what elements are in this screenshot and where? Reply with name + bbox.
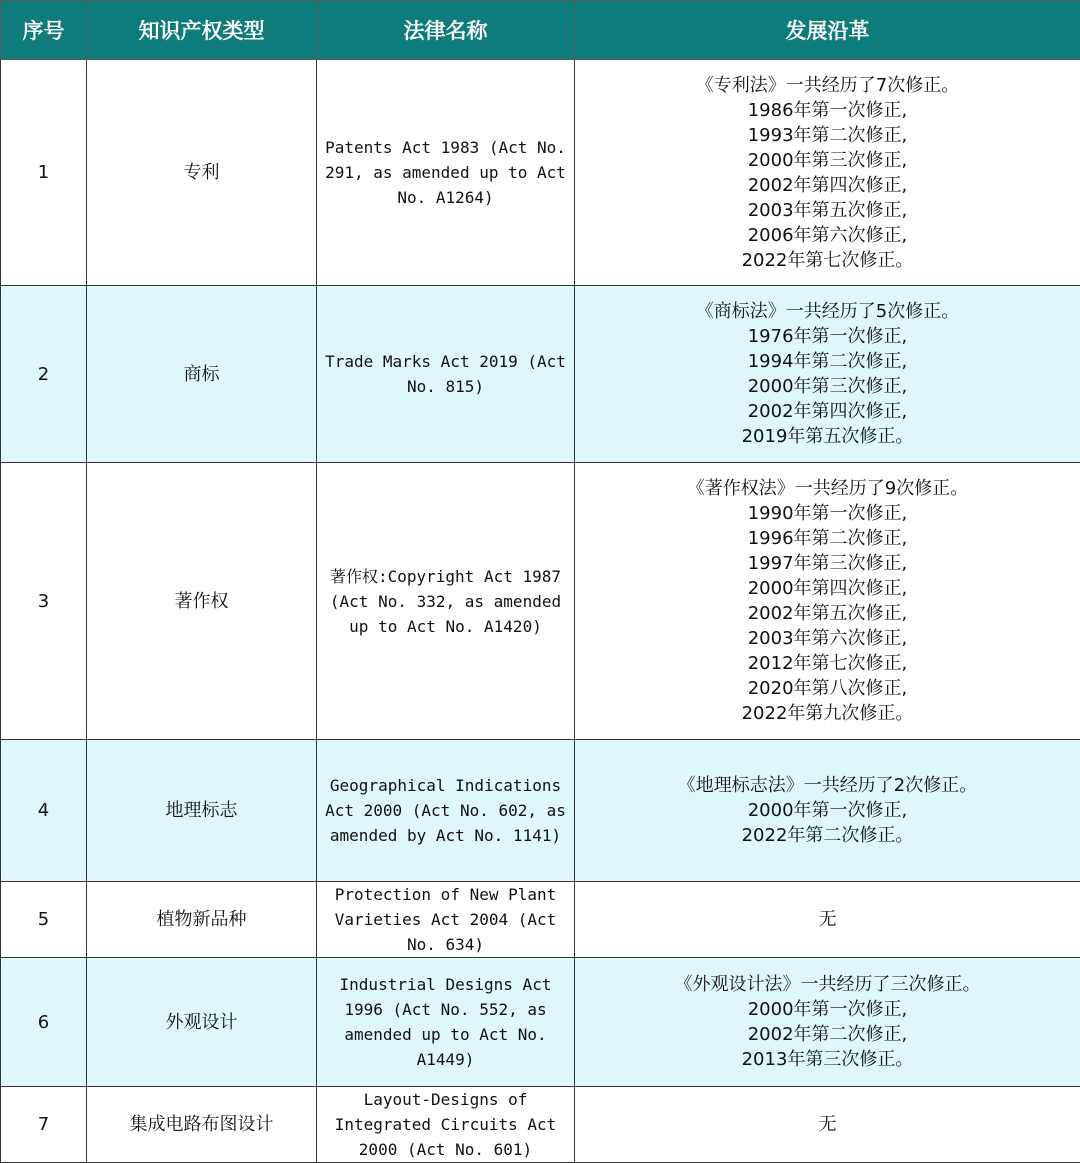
history-line: 1986年第一次修正, bbox=[747, 99, 908, 121]
history-line: 2006年第六次修正, bbox=[747, 224, 908, 246]
header-row bbox=[1, 1, 1080, 60]
table-row bbox=[1, 882, 1080, 958]
header-ip-type: 知识产权类型 bbox=[87, 1, 317, 60]
history-line: 2000年第三次修正, bbox=[747, 149, 908, 171]
history-line: 2002年第四次修正, bbox=[747, 174, 908, 196]
history-line: 2022年第九次修正。 bbox=[741, 703, 914, 724]
history-line: 2012年第七次修正, bbox=[747, 653, 908, 674]
law-name: 著作权:Copyright Act 1987 (Act No. 332, as amended up to Act No. A1420) bbox=[317, 463, 575, 740]
ip-type: 外观设计 bbox=[87, 958, 317, 1087]
ip-type: 地理标志 bbox=[87, 740, 317, 882]
law-name: Industrial Designs Act 1996 (Act No. 552, as amended up to Act No. A1449) bbox=[317, 958, 575, 1087]
history-line: 无 bbox=[818, 1114, 837, 1135]
history-line: 2000年第一次修正, bbox=[747, 999, 908, 1020]
history-line: 2000年第一次修正, bbox=[747, 800, 908, 821]
row-number: 6 bbox=[1, 958, 87, 1087]
history-line: 1990年第一次修正, bbox=[747, 503, 908, 524]
history-line: 1993年第二次修正, bbox=[747, 124, 908, 146]
history-line: 2019年第五次修正。 bbox=[741, 426, 914, 447]
history-line: 2002年第五次修正, bbox=[747, 603, 908, 624]
history-cell bbox=[575, 463, 1080, 740]
law-name: Protection of New Plant Varieties Act 2004 (Act No. 634) bbox=[317, 882, 575, 958]
ip-type: 专利 bbox=[87, 60, 317, 286]
header-no: 序号 bbox=[1, 1, 87, 60]
table-row bbox=[1, 1087, 1080, 1163]
law-name: Trade Marks Act 2019 (Act No. 815) bbox=[317, 286, 575, 463]
row-number: 7 bbox=[1, 1087, 87, 1163]
row-number: 4 bbox=[1, 740, 87, 882]
history-line: 2002年第二次修正, bbox=[747, 1024, 908, 1045]
history-cell bbox=[575, 740, 1080, 882]
history-line: 2013年第三次修正。 bbox=[741, 1049, 914, 1070]
history-line: 1997年第三次修正, bbox=[747, 553, 908, 574]
history-line: 《专利法》一共经历了7次修正。 bbox=[695, 74, 960, 96]
history-line: 2003年第五次修正, bbox=[747, 199, 908, 221]
history-line: 2022年第七次修正。 bbox=[741, 249, 914, 271]
row-number: 3 bbox=[1, 463, 87, 740]
history-cell bbox=[575, 882, 1080, 958]
history-line: 《商标法》一共经历了5次修正。 bbox=[695, 301, 960, 322]
table-row bbox=[1, 463, 1080, 740]
history-cell bbox=[575, 60, 1080, 286]
history-line: 《著作权法》一共经历了9次修正。 bbox=[686, 478, 969, 499]
ip-type: 著作权 bbox=[87, 463, 317, 740]
history-cell bbox=[575, 286, 1080, 463]
law-name: Patents Act 1983 (Act No. 291, as amended up to Act No. A1264) bbox=[317, 60, 575, 286]
header-history: 发展沿革 bbox=[575, 1, 1080, 60]
law-name: Layout-Designs of Integrated Circuits Act 2000 (Act No. 601) bbox=[317, 1087, 575, 1163]
ip-type: 商标 bbox=[87, 286, 317, 463]
row-number: 2 bbox=[1, 286, 87, 463]
history-line: 2002年第四次修正, bbox=[747, 401, 908, 422]
ip-type: 植物新品种 bbox=[87, 882, 317, 958]
history-line: 1996年第二次修正, bbox=[747, 528, 908, 549]
history-line: 2000年第四次修正, bbox=[747, 578, 908, 599]
history-line: 《外观设计法》一共经历了三次修正。 bbox=[674, 974, 981, 995]
table-row bbox=[1, 60, 1080, 286]
history-line: 2022年第二次修正。 bbox=[741, 825, 914, 846]
history-cell bbox=[575, 958, 1080, 1087]
row-number: 5 bbox=[1, 882, 87, 958]
history-line: 《地理标志法》一共经历了2次修正。 bbox=[677, 775, 978, 796]
table-row bbox=[1, 740, 1080, 882]
history-line: 2000年第三次修正, bbox=[747, 376, 908, 397]
history-line: 1976年第一次修正, bbox=[747, 326, 908, 347]
row-number: 1 bbox=[1, 60, 87, 286]
law-name: Geographical Indications Act 2000 (Act No. 602, as amended by Act No. 1141) bbox=[317, 740, 575, 882]
history-line: 无 bbox=[818, 909, 837, 930]
history-line: 2003年第六次修正, bbox=[747, 628, 908, 649]
table-row bbox=[1, 286, 1080, 463]
history-line: 1994年第二次修正, bbox=[747, 351, 908, 372]
table-row bbox=[1, 958, 1080, 1087]
history-line: 2020年第八次修正, bbox=[747, 678, 908, 699]
ip-type: 集成电路布图设计 bbox=[87, 1087, 317, 1163]
history-cell bbox=[575, 1087, 1080, 1163]
header-law-name: 法律名称 bbox=[317, 1, 575, 60]
